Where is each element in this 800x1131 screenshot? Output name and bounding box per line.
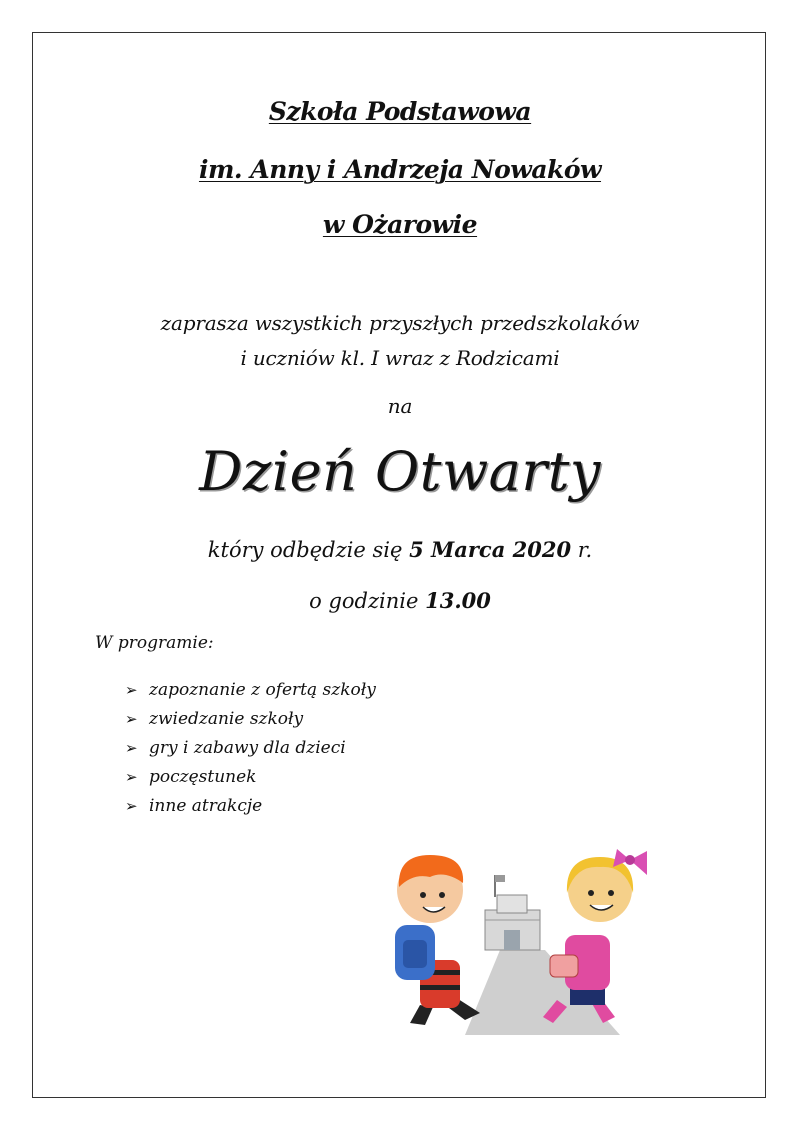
school-name-line-2: im. Anny i Andrzeja Nowaków [198, 155, 602, 184]
school-location: w Ożarowie [322, 210, 478, 239]
time-prefix: o godzinie [309, 589, 419, 613]
event-time: 13.00 [425, 588, 491, 613]
invitation-na: na [387, 394, 413, 418]
program-list [125, 675, 376, 820]
program-item-text: poczęstunek [149, 766, 257, 787]
children-going-to-school-illustration [385, 845, 675, 1035]
event-date-line [0, 537, 800, 562]
program-item [125, 704, 376, 733]
arrow-bullet-icon: ➢ [125, 680, 138, 699]
invitation-line-2: i uczniów kl. I wraz z Rodzicami [240, 346, 560, 370]
arrow-bullet-icon: ➢ [125, 738, 138, 757]
program-item-text: inne atrakcje [149, 795, 263, 816]
invitation-line-1: zaprasza wszystkich przyszłych przedszkolaków [160, 311, 640, 335]
date-suffix: r. [577, 538, 593, 562]
school-name-line-1: Szkoła Podstawowa [268, 97, 532, 126]
arrow-bullet-icon: ➢ [125, 709, 138, 728]
program-item-text: gry i zabawy dla dzieci [149, 737, 346, 758]
event-time-line [0, 588, 800, 613]
arrow-bullet-icon: ➢ [125, 796, 138, 815]
event-date: 5 Marca 2020 [409, 537, 572, 562]
arrow-bullet-icon: ➢ [125, 767, 138, 786]
program-item [125, 675, 376, 704]
program-item [125, 791, 376, 820]
date-prefix: który odbędzie się [207, 538, 403, 562]
program-item [125, 762, 376, 791]
program-heading: W programie: [95, 633, 214, 653]
school-building-icon [485, 875, 540, 950]
boy-figure [395, 855, 480, 1025]
program-item-text: zapoznanie z ofertą szkoły [149, 679, 376, 700]
program-item-text: zwiedzanie szkoły [149, 708, 304, 729]
program-item [125, 733, 376, 762]
event-title: Dzień Otwarty [199, 440, 601, 503]
